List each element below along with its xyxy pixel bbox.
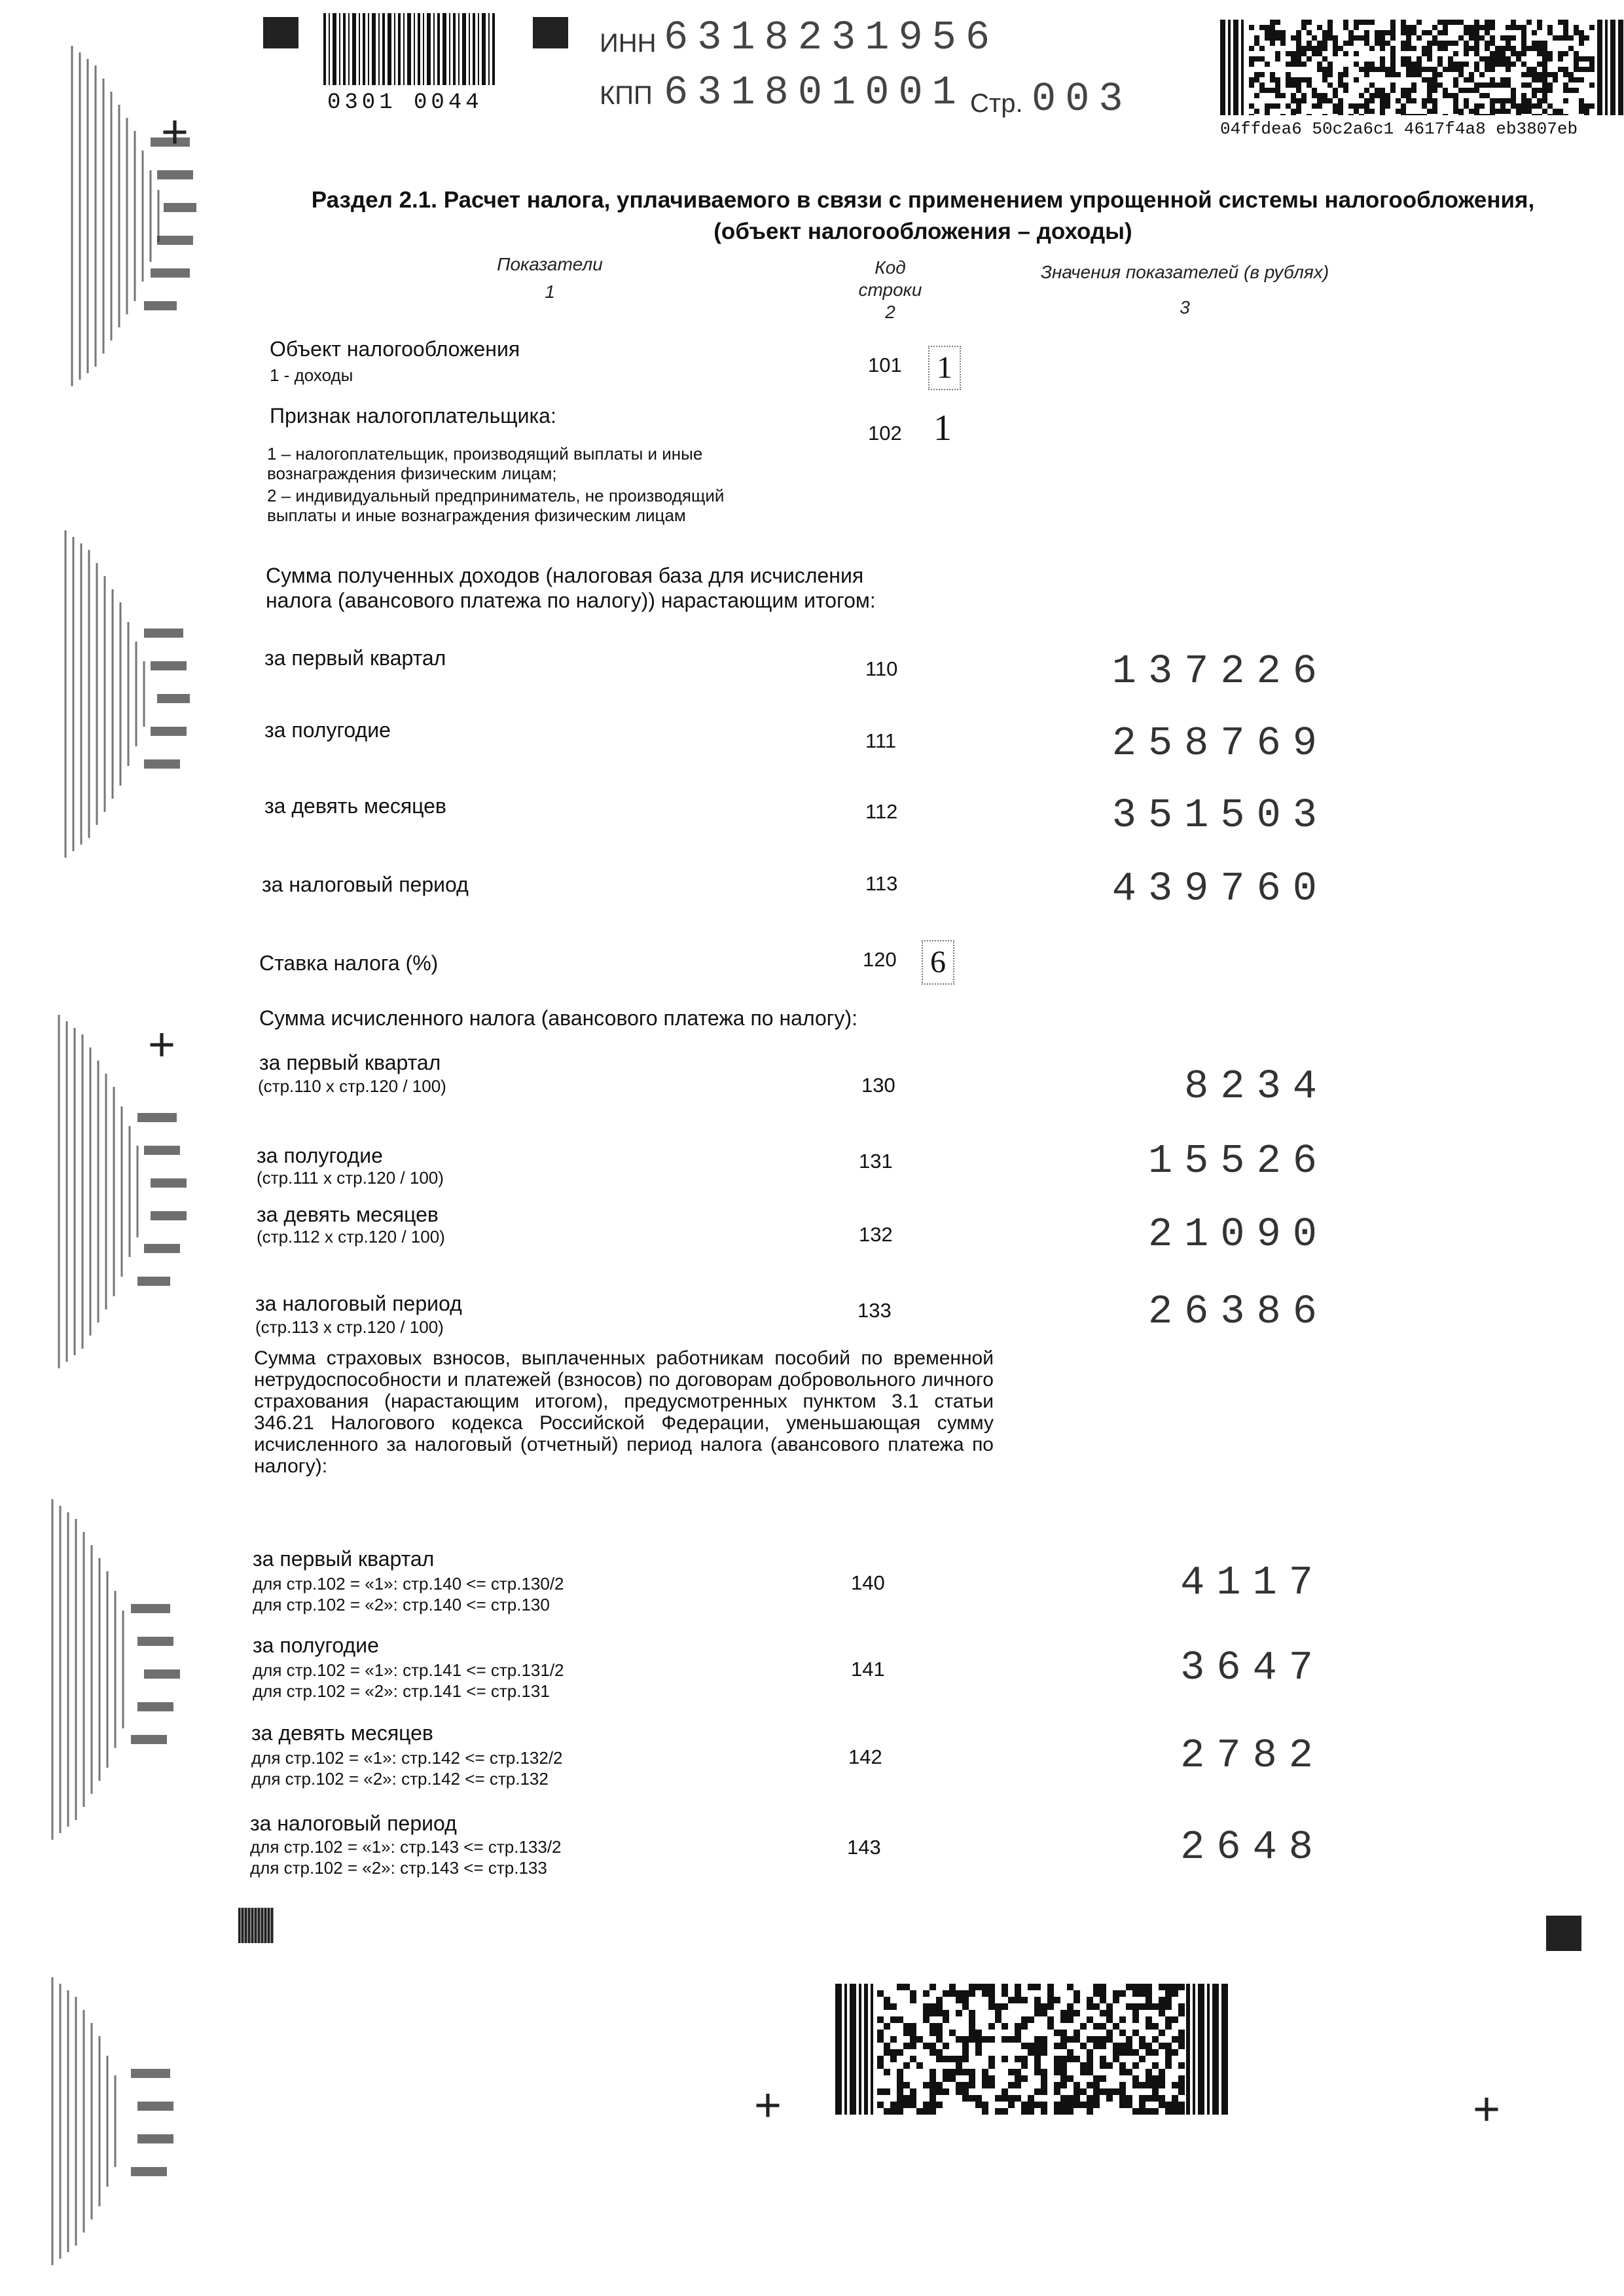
scan-artifact-graphic [46,524,209,864]
insurance-row-sub: для стр.102 = «1»: стр.143 <= стр.133/2 [250,1837,562,1857]
calculated-value-field[interactable]: 26386 [1147,1288,1329,1335]
scan-artifact-5 [46,1971,209,2272]
corner-marker-icon [238,1908,274,1943]
income-value-field[interactable]: 439760 [1111,866,1329,912]
column-number-1: 1 [545,282,555,302]
insurance-value-field[interactable]: 2648 [1180,1824,1325,1870]
taxpayer-value-field[interactable]: 1 [933,408,952,448]
calculated-row-sub: (стр.111 х стр.120 / 100) [257,1168,444,1188]
income-header-2: налога (авансового платежа по налогу)) нарастающим итогом: [266,589,876,612]
insurance-value-field[interactable]: 2782 [1180,1732,1325,1779]
row-code-102: 102 [868,422,902,445]
corner-marker-icon [263,17,298,48]
insurance-row-label: за полугодие [253,1633,379,1657]
section-title-line1: Раздел 2.1. Расчет налога, уплачиваемого в связи с применением упрощенной системы налогообложения, [311,187,1535,213]
registration-cross-icon: + [148,1019,176,1071]
column-header-values-label: Значения показателей (в рублях) [1040,262,1329,282]
rate-value-field[interactable]: 6 [922,940,954,985]
calculated-header: Сумма исчисленного налога (авансового платежа по налогу): [259,1006,857,1030]
row-code-143: 143 [847,1836,881,1859]
insurance-row-sub: для стр.102 = «1»: стр.142 <= стр.132/2 [251,1748,563,1768]
insurance-row-label: за первый квартал [253,1547,435,1571]
rate-label: Ставка налога (%) [259,951,439,975]
row-code-111: 111 [865,729,897,752]
insurance-row-sub: для стр.102 = «1»: стр.140 <= стр.130/2 [253,1574,564,1594]
calculated-row-label: за налоговый период [255,1292,462,1315]
qr-code-icon [1220,20,1623,115]
inn-label: ИНН [600,29,657,58]
form-code: 0301 0044 [327,90,483,115]
kpp-label: КПП [600,81,653,110]
taxpayer-sub-4: выплаты и иные вознаграждения физическим лицам [267,505,686,525]
scan-artifact-2 [46,524,209,864]
row-code-141: 141 [851,1658,885,1681]
insurance-row-sub: для стр.102 = «2»: стр.141 <= стр.131 [253,1681,550,1701]
row-code-110: 110 [865,657,898,680]
section-title-line2: (объект налогообложения – доходы) [713,219,1132,244]
qr-code-icon [835,1984,1228,2115]
section-title [249,185,1597,247]
row-code-131: 131 [859,1150,893,1173]
column-header-indicators-label: Показатели [497,254,603,274]
row-code-113: 113 [865,872,898,895]
column-header-values [1001,262,1368,318]
scan-artifact-graphic [46,1008,209,1375]
calculated-row-label: за первый квартал [259,1051,441,1074]
income-row-label: за налоговый период [262,873,469,896]
calculated-value-field[interactable]: 21090 [1147,1211,1329,1258]
row-code-133: 133 [857,1299,892,1322]
row-code-142: 142 [848,1745,882,1768]
calculated-row-sub: (стр.110 х стр.120 / 100) [258,1076,446,1096]
page-number: 003 [1032,76,1132,122]
object-value-field[interactable]: 1 [928,346,961,390]
document-hash: 04ffdea6 50c2a6c1 4617f4a8 eb3807eb [1220,119,1578,139]
inn-value: 6318231956 [664,14,1000,61]
scan-artifact-graphic [46,39,209,393]
kpp-value: 631801001 [664,69,965,116]
scan-artifact-graphic [46,1493,209,1846]
registration-cross-icon: + [161,106,189,158]
column-number-2: 2 [885,302,895,322]
registration-cross-icon: + [754,2079,782,2132]
object-sub: 1 - доходы [270,365,353,385]
column-header-code-line1: Код [875,257,906,278]
insurance-header: Сумма страховых взносов, выплаченных работникам пособий по временной нетрудоспособности и платежей (взносов) по договорам добровольного личного страхования (нарастающим итогом), предусмотренных пунктом 3.1 статьи 346.21 Налогового кодекса Российской Федерации, уменьшающая сумму исчисленного за налоговый (отчетный) период налога (авансового платежа по налогу): [254,1347,994,1477]
row-code-130: 130 [861,1074,895,1097]
scan-artifact-1 [46,39,209,393]
row-code-140: 140 [851,1571,885,1594]
calculated-row-label: за полугодие [257,1144,383,1167]
insurance-row-sub: для стр.102 = «2»: стр.143 <= стр.133 [250,1858,547,1878]
calculated-value-field[interactable]: 8234 [1184,1063,1329,1110]
column-number-3: 3 [1180,297,1190,318]
income-row-label: за девять месяцев [264,794,446,818]
insurance-row-label: за девять месяцев [251,1721,433,1745]
corner-marker-icon [1546,1916,1581,1951]
income-row-label: за первый квартал [264,646,446,670]
column-header-code [838,257,943,323]
taxpayer-sub-2: вознаграждения физическим лицам; [267,464,557,483]
barcode-icon [323,13,495,85]
calculated-row-sub: (стр.112 х стр.120 / 100) [257,1227,445,1247]
scan-artifact-graphic [46,1971,209,2272]
income-value-field[interactable]: 258769 [1111,720,1329,767]
income-header-1: Сумма полученных доходов (налоговая база для исчисления [266,564,864,587]
income-value-field[interactable]: 137226 [1111,648,1329,695]
insurance-value-field[interactable]: 3647 [1180,1645,1325,1691]
corner-marker-icon [533,17,568,48]
insurance-row-sub: для стр.102 = «1»: стр.141 <= стр.131/2 [253,1660,564,1680]
page-label: Стр. [970,89,1023,118]
insurance-row-sub: для стр.102 = «2»: стр.142 <= стр.132 [251,1769,549,1789]
row-code-112: 112 [865,800,898,823]
column-header-code-line2: строки [858,280,922,300]
column-header-indicators [432,254,668,302]
calculated-value-field[interactable]: 15526 [1147,1138,1329,1184]
scan-artifact-4 [46,1493,209,1846]
object-label: Объект налогообложения [270,337,520,361]
insurance-row-label: за налоговый период [250,1812,457,1835]
income-row-label: за полугодие [264,718,391,742]
registration-cross-icon: + [1473,2083,1501,2136]
insurance-value-field[interactable]: 4117 [1180,1559,1325,1606]
row-code-101: 101 [868,354,902,376]
row-code-120: 120 [863,948,897,971]
calculated-row-label: за девять месяцев [257,1203,439,1226]
insurance-row-sub: для стр.102 = «2»: стр.140 <= стр.130 [253,1595,550,1614]
scan-artifact-3 [46,1008,209,1375]
taxpayer-sub-3: 2 – индивидуальный предприниматель, не производящий [267,486,725,505]
taxpayer-label: Признак налогоплательщика: [270,404,556,428]
income-value-field[interactable]: 351503 [1111,792,1329,839]
calculated-row-sub: (стр.113 х стр.120 / 100) [255,1317,444,1337]
taxpayer-sub-1: 1 – налогоплательщик, производящий выплаты и иные [267,444,703,464]
row-code-132: 132 [859,1223,893,1246]
